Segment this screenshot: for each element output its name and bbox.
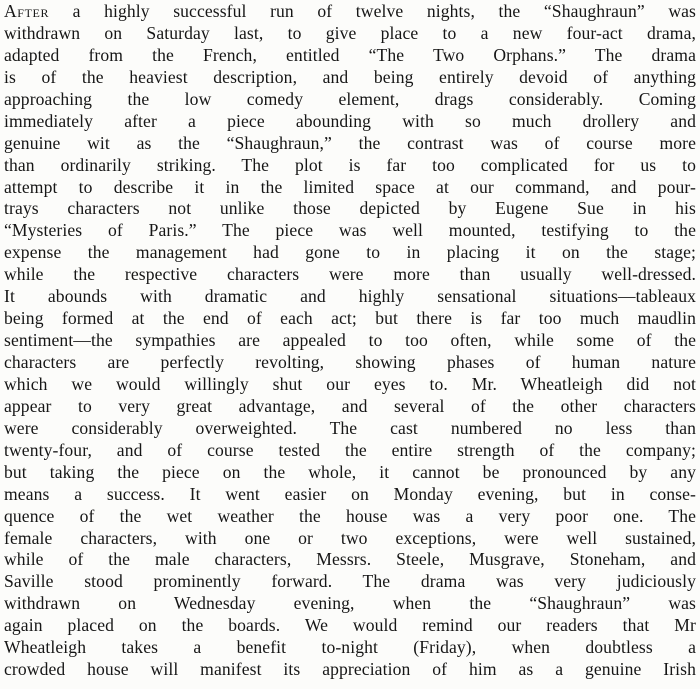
article-text xyxy=(4,1,696,681)
article-line: expense the management had gone to in placing it on the stage; xyxy=(4,242,696,263)
article-line: trays characters not unlike those depicted by Eugene Sue in his xyxy=(4,198,696,219)
article-line: sentiment—the sympathies are appealed to too often, while some of the xyxy=(4,330,696,351)
article-line: than ordinarily striking. The plot is far too complicated for us to xyxy=(4,154,696,175)
article-line: immediately after a piece abounding with so much drollery and xyxy=(4,110,696,131)
article-line: approaching the low comedy element, drags considerably. Coming xyxy=(4,88,696,109)
article-line: It abounds with dramatic and highly sensational situations—tableaux xyxy=(4,286,696,307)
article-line: appear to very great advantage, and several of the other characters xyxy=(4,395,696,416)
article-line: twenty-four, and of course tested the entire strength of the company; xyxy=(4,439,696,460)
article-line: genuine wit as the “Shaughraun,” the contrast was of course more xyxy=(4,132,696,153)
article-line: “Mysteries of Paris.” The piece was well mounted, testifying to the xyxy=(4,220,696,241)
article-line: quence of the wet weather the house was a very poor one. The xyxy=(4,505,696,526)
article-line: Saville stood prominently forward. The drama was very judiciously xyxy=(4,571,696,592)
article-line: Wheatleigh takes a benefit to-night (Friday), when doubtless a xyxy=(4,637,696,658)
article-line: crowded house will manifest its appreciation of him as a genuine Irish xyxy=(4,659,696,680)
article-line-text: a highly successful run of twelve nights, the “Shaughraun” was xyxy=(49,1,696,21)
article-line: again placed on the boards. We would remind our readers that Mr xyxy=(4,615,696,636)
article-line: is of the heaviest description, and being entirely devoid of anything xyxy=(4,66,696,87)
article-line: while of the male characters, Messrs. Steele, Musgrave, Stoneham, and xyxy=(4,549,696,570)
article-line: were considerably overweighted. The cast numbered no less than xyxy=(4,417,696,438)
article-line: means a success. It went easier on Monday evening, but in conse- xyxy=(4,483,696,504)
article-line: withdrawn on Wednesday evening, when the “Shaughraun” was xyxy=(4,593,696,614)
article-line: which we would willingly shut our eyes to. Mr. Wheatleigh did not xyxy=(4,373,696,394)
article-line: but taking the piece on the whole, it cannot be pronounced by any xyxy=(4,461,696,482)
article-line: attempt to describe it in the limited space at our command, and pour- xyxy=(4,176,696,197)
article-line: characters are perfectly revolting, showing phases of human nature xyxy=(4,352,696,372)
article-line: adapted from the French, entitled “The Two Orphans.” The drama xyxy=(4,44,696,65)
article-line: withdrawn on Saturday last, to give place to a new four-act drama, xyxy=(4,22,696,43)
article-line: being formed at the end of each act; but there is far too much maudlin xyxy=(4,308,696,329)
article-line: while the respective characters were more than usually well-dressed. xyxy=(4,264,696,285)
article-line: female characters, with one or two exceptions, were well sustained, xyxy=(4,527,696,548)
lead-word: After xyxy=(4,1,50,21)
article-line xyxy=(4,1,696,23)
